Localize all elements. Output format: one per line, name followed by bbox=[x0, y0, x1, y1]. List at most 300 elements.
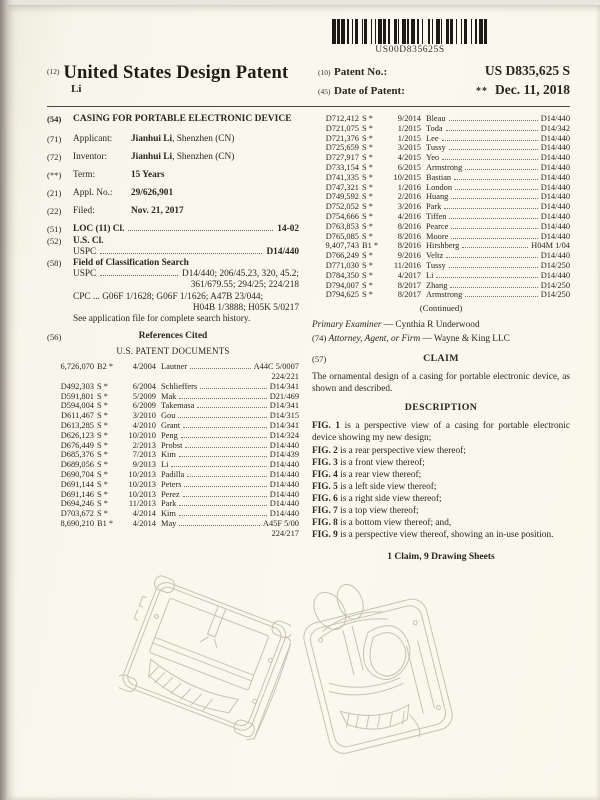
title-code: (54) bbox=[47, 114, 62, 124]
header-left bbox=[47, 63, 318, 95]
field-uspc-value: D14/440; 206/45.23, 320, 45.2; bbox=[182, 269, 299, 280]
patent-class: D14/250 bbox=[540, 290, 570, 300]
figure-description bbox=[312, 493, 570, 505]
patent-date: 4/2015 bbox=[397, 153, 421, 163]
field-search-label: Field of Classification Search bbox=[73, 258, 189, 269]
bibliographic-item bbox=[47, 206, 299, 217]
patent-class: D14/440 bbox=[540, 211, 570, 221]
patent-class: D14/440 bbox=[269, 479, 299, 489]
invention-title: CASING FOR PORTABLE ELECTRONIC DEVICE bbox=[73, 114, 292, 124]
patent-class: D14/250 bbox=[540, 280, 570, 290]
patent-row bbox=[312, 271, 570, 281]
patent-row bbox=[312, 134, 570, 144]
patent-row bbox=[312, 183, 570, 193]
patent-number: D694,246 bbox=[60, 499, 94, 509]
figure-description bbox=[312, 457, 570, 469]
patent-inventor: Schlieffers bbox=[161, 381, 198, 391]
dot-leader bbox=[449, 149, 538, 150]
patent-row bbox=[47, 362, 299, 372]
patent-row bbox=[312, 124, 570, 134]
figure-drawing-front-perspective bbox=[119, 553, 291, 798]
patent-kind: S * bbox=[362, 182, 373, 192]
figure-description bbox=[312, 529, 570, 541]
patent-inventor: Peng bbox=[161, 430, 178, 440]
patent-inventor: Kim bbox=[161, 450, 176, 460]
figure-text: is a bottom view thereof; and, bbox=[337, 518, 452, 529]
us-class-label: U.S. Cl. bbox=[73, 235, 104, 246]
patent-number: D727,917 bbox=[325, 153, 359, 163]
patent-number: D784,350 bbox=[325, 270, 359, 280]
dot-leader bbox=[446, 257, 537, 258]
loc-class-row: (51) LOC (11) Cl. 14-02 bbox=[47, 224, 299, 235]
patent-date: 3/2016 bbox=[397, 202, 421, 212]
dot-leader bbox=[436, 277, 537, 278]
patent-class: D14/440 bbox=[540, 172, 570, 182]
dot-leader bbox=[128, 230, 273, 231]
patent-page bbox=[7, 5, 600, 800]
patent-date: 3/2010 bbox=[132, 411, 156, 421]
patent-inventor: Peters bbox=[161, 479, 182, 489]
patent-number: D691,144 bbox=[60, 479, 94, 489]
item-value bbox=[131, 188, 299, 199]
patent-date: 3/2015 bbox=[397, 143, 421, 153]
claims-sheets-summary: 1 Claim, 9 Drawing Sheets bbox=[387, 552, 495, 563]
patent-class: D14/341 bbox=[269, 381, 299, 391]
figure-text: is a top view thereof; bbox=[337, 505, 419, 516]
loc-label: LOC (11) Cl. bbox=[73, 224, 125, 235]
patent-inventor: Tussy bbox=[426, 260, 446, 270]
patent-inventor: Park bbox=[426, 202, 442, 212]
continued-note: (Continued) bbox=[419, 303, 463, 314]
figure-text: is a front view thereof; bbox=[337, 457, 425, 468]
patent-kind: B1 * bbox=[362, 241, 379, 251]
patent-row bbox=[47, 470, 299, 480]
dot-leader bbox=[185, 447, 266, 448]
item-value-bold: Jianhui Li bbox=[131, 151, 173, 162]
patent-class: D21/469 bbox=[269, 391, 299, 401]
figure-label: FIG. 2 bbox=[312, 445, 338, 456]
patent-inventor: Perez bbox=[161, 489, 180, 499]
patent-inventor: Armstrong bbox=[426, 162, 463, 172]
patent-header bbox=[47, 63, 570, 101]
barcode-block bbox=[264, 19, 556, 55]
dot-leader bbox=[465, 296, 537, 297]
us-patent-documents-heading: U.S. PATENT DOCUMENTS bbox=[116, 346, 230, 357]
patent-row bbox=[47, 490, 299, 500]
dot-leader bbox=[462, 247, 528, 248]
figure-label: FIG. 9 bbox=[312, 530, 338, 541]
patent-inventor: Tussy bbox=[426, 143, 446, 153]
patent-date: 9/2014 bbox=[397, 114, 421, 123]
dot-leader bbox=[179, 456, 267, 457]
patent-inventor: Bleau bbox=[426, 114, 446, 123]
figure-text: is a perspective view of a casing for portable electronic device showing my new design; bbox=[312, 421, 571, 444]
dot-leader bbox=[171, 466, 266, 467]
patent-kind: S * bbox=[97, 489, 108, 499]
dot-leader bbox=[442, 159, 538, 160]
dot-leader bbox=[184, 486, 266, 487]
patent-inventor: Probst bbox=[161, 440, 183, 450]
patent-number: D733,154 bbox=[325, 162, 359, 172]
kind-code-number: (12) bbox=[47, 67, 60, 76]
dot-leader bbox=[179, 515, 267, 516]
patent-date: 10/2013 bbox=[128, 479, 156, 489]
patent-date: 1/2016 bbox=[397, 182, 421, 192]
patent-inventor: Veltz bbox=[426, 251, 444, 261]
patent-class: D14/440 bbox=[269, 440, 299, 450]
patent-class: A44C 5/0007 bbox=[253, 362, 299, 372]
dot-leader bbox=[187, 476, 266, 477]
patent-date: 9/2016 bbox=[397, 251, 421, 261]
cpc-row: CPC ... G06F 1/1628; G06F 1/1626; A47B 23/044; bbox=[73, 291, 264, 302]
figure-label: FIG. 3 bbox=[312, 457, 338, 468]
search-note-row: See application file for complete search history. bbox=[73, 314, 251, 325]
examiner-block bbox=[312, 319, 570, 345]
dot-leader bbox=[444, 208, 537, 209]
patent-row bbox=[47, 499, 299, 509]
dot-leader bbox=[179, 525, 260, 526]
patent-kind: S * bbox=[97, 470, 108, 480]
patent-row bbox=[312, 173, 570, 183]
item-label: Term: bbox=[73, 169, 96, 180]
inventor-surname: Li bbox=[71, 83, 82, 95]
item-value bbox=[131, 206, 299, 217]
header-divider bbox=[47, 106, 570, 107]
uspc-label: USPC bbox=[73, 246, 97, 257]
patent-kind: S * bbox=[97, 509, 108, 519]
patent-kind: S * bbox=[97, 430, 108, 440]
patent-row bbox=[47, 382, 299, 392]
date-label: Date of Patent: bbox=[334, 85, 405, 97]
patent-number: D752,052 bbox=[325, 202, 359, 212]
uspc-row bbox=[47, 247, 299, 258]
patent-kind: S * bbox=[362, 192, 373, 202]
patent-kind: S * bbox=[97, 391, 108, 401]
patent-date: 4/2016 bbox=[397, 211, 421, 221]
patent-number: D763,853 bbox=[325, 221, 359, 231]
figure-description bbox=[312, 481, 570, 493]
date-code: (45) bbox=[318, 87, 331, 96]
patent-date: 10/2015 bbox=[393, 172, 421, 182]
figure-text: is a rear perspective view thereof; bbox=[337, 445, 466, 456]
patent-kind: S * bbox=[97, 401, 108, 411]
patent-number: D594,004 bbox=[60, 401, 94, 411]
patent-kind: S * bbox=[362, 231, 373, 241]
patent-class: D14/440 bbox=[540, 133, 570, 143]
patent-no-value: US D835,625 S bbox=[484, 63, 570, 78]
item-value-rest: , Shenzhen (CN) bbox=[172, 133, 235, 144]
item-value-bold: 15 Years bbox=[131, 169, 165, 180]
patent-inventor: Tiffen bbox=[426, 211, 447, 221]
field-uspc-row: USPC D14/440; 206/45.23, 320, 45.2; bbox=[73, 269, 299, 280]
patent-row bbox=[312, 114, 570, 124]
item-value-rest: , Shenzhen (CN) bbox=[172, 151, 235, 162]
patent-number: D741,335 bbox=[325, 172, 359, 182]
patent-number: D725,659 bbox=[325, 143, 359, 153]
patent-kind: B2 * bbox=[97, 362, 114, 372]
patent-kind: S * bbox=[362, 202, 373, 212]
dot-leader bbox=[197, 407, 266, 408]
patent-inventor: Takemasa bbox=[161, 401, 195, 411]
figure-label: FIG. 8 bbox=[312, 518, 338, 529]
patent-row bbox=[47, 421, 299, 431]
patent-row bbox=[312, 202, 570, 212]
item-code: (21) bbox=[47, 188, 62, 199]
patent-number: D749,592 bbox=[325, 192, 359, 202]
patent-date-row bbox=[318, 82, 570, 98]
item-label: Appl. No.: bbox=[73, 188, 113, 199]
patent-class: D14/440 bbox=[269, 499, 299, 509]
patent-date: 7/2013 bbox=[132, 450, 156, 460]
patent-kind: S * bbox=[362, 260, 373, 270]
claim-body: The ornamental design of a casing for portable electronic device, as shown and described. bbox=[312, 372, 570, 395]
item-label: Applicant: bbox=[73, 133, 113, 144]
patent-date: 9/2013 bbox=[132, 460, 156, 470]
claim-heading: (57) CLAIM bbox=[312, 353, 459, 365]
loc-value: 14-02 bbox=[277, 224, 299, 235]
patent-class: D14/440 bbox=[540, 162, 570, 172]
patent-kind: S * bbox=[362, 290, 373, 300]
dot-leader bbox=[200, 388, 267, 389]
dot-leader bbox=[449, 267, 538, 268]
patent-kind: S * bbox=[97, 440, 108, 450]
patent-row bbox=[312, 251, 570, 261]
barcode-icon bbox=[264, 19, 556, 44]
patent-class: D14/440 bbox=[540, 202, 570, 212]
patent-inventor: Li bbox=[426, 270, 434, 280]
attorney-line: (74) Attorney, Agent, or Firm — Wayne & King LLC bbox=[312, 332, 510, 344]
page-title: United States Design Patent bbox=[63, 63, 289, 83]
dot-leader bbox=[181, 437, 267, 438]
patent-date: 8/2017 bbox=[397, 280, 421, 290]
patent-kind: S * bbox=[362, 162, 373, 172]
patent-row bbox=[47, 431, 299, 441]
bibliographic-item bbox=[47, 170, 299, 181]
dot-leader bbox=[449, 218, 537, 219]
patent-inventor: Pearce bbox=[426, 221, 449, 231]
item-code: (72) bbox=[47, 151, 62, 162]
patent-class: H04M 1/04 bbox=[531, 241, 570, 251]
patent-kind: S * bbox=[97, 460, 108, 470]
patent-inventor: Lautner bbox=[161, 362, 188, 372]
patent-number: 8,690,210 bbox=[60, 519, 94, 529]
patent-date: 1/2015 bbox=[397, 123, 421, 133]
us-class-row: (52) U.S. Cl. bbox=[47, 236, 299, 247]
patent-class: D14/342 bbox=[540, 123, 570, 133]
patent-reference-list-right bbox=[312, 114, 570, 300]
dot-leader bbox=[450, 287, 537, 288]
patent-inventor: Huang bbox=[426, 192, 449, 202]
patent-number: 9,407,743 bbox=[325, 241, 359, 251]
patent-kind: S * bbox=[97, 499, 108, 509]
patent-class: D14/440 bbox=[269, 470, 299, 480]
patent-number: D626,123 bbox=[60, 430, 94, 440]
patent-class: A45F 5/00 bbox=[262, 519, 299, 529]
patent-inventor: Grant bbox=[161, 421, 181, 431]
patent-class: D14/440 bbox=[540, 251, 570, 261]
patent-row bbox=[312, 281, 570, 291]
figure-description bbox=[312, 517, 570, 529]
patent-number: D591,801 bbox=[60, 391, 94, 401]
patent-row bbox=[47, 480, 299, 490]
bibliographic-item bbox=[47, 134, 299, 145]
patent-row-continuation bbox=[47, 529, 299, 539]
patent-kind: S * bbox=[362, 123, 373, 133]
dot-leader bbox=[442, 140, 538, 141]
patent-inventor: Armstrong bbox=[426, 290, 463, 300]
dot-leader bbox=[183, 496, 267, 497]
patent-class: D14/324 bbox=[269, 430, 299, 440]
patent-kind: S * bbox=[97, 411, 108, 421]
dot-leader bbox=[183, 427, 267, 428]
patent-number: D492,303 bbox=[60, 381, 94, 391]
dot-leader bbox=[179, 505, 266, 506]
patent-number: D794,007 bbox=[325, 280, 359, 290]
patent-date: 6/2015 bbox=[397, 162, 421, 172]
patent-class: D14/440 bbox=[540, 143, 570, 153]
invention-title-row bbox=[47, 114, 299, 126]
patent-no-label: Patent No.: bbox=[334, 66, 388, 78]
term-asterisks: ** bbox=[476, 86, 488, 97]
patent-kind: S * bbox=[362, 251, 373, 261]
item-value bbox=[131, 134, 299, 145]
patent-number: D721,075 bbox=[325, 123, 359, 133]
patent-kind: S * bbox=[362, 143, 373, 153]
patent-inventor: Hirshberg bbox=[426, 241, 460, 251]
patent-inventor: Mak bbox=[161, 391, 177, 401]
patent-date: 4/2010 bbox=[132, 421, 156, 431]
patent-kind: S * bbox=[362, 221, 373, 231]
patent-row bbox=[47, 411, 299, 421]
patent-inventor: Kim bbox=[161, 509, 176, 519]
patent-number: D611,467 bbox=[61, 411, 94, 421]
field-uspc-cont-row: 361/679.55; 294/25; 224/218 bbox=[190, 280, 299, 291]
patent-date: 1/2015 bbox=[397, 133, 421, 143]
patent-row bbox=[47, 460, 299, 470]
dot-leader bbox=[451, 228, 537, 229]
dot-leader bbox=[449, 120, 538, 121]
figure-text: is a rear view thereof; bbox=[337, 469, 422, 480]
dot-leader bbox=[179, 398, 266, 399]
patent-row bbox=[312, 143, 570, 153]
patent-reference-list-left bbox=[47, 362, 299, 538]
patent-number: D721,376 bbox=[325, 133, 359, 143]
patent-row bbox=[312, 192, 570, 202]
patent-row bbox=[312, 290, 570, 300]
patent-number: D712,412 bbox=[325, 114, 359, 123]
patent-number: D691,146 bbox=[60, 489, 94, 499]
figure-drawing-rear-perspective bbox=[295, 561, 463, 791]
patent-class: D14/440 bbox=[540, 270, 570, 280]
header-right bbox=[318, 63, 570, 101]
patent-kind: S * bbox=[362, 133, 373, 143]
patent-inventor: Yeo bbox=[426, 153, 440, 163]
patent-date: 5/2009 bbox=[132, 391, 156, 401]
patent-inventor: Toda bbox=[426, 123, 443, 133]
patent-class: D14/341 bbox=[269, 421, 299, 431]
item-label: Inventor: bbox=[73, 151, 108, 162]
patent-kind: B1 * bbox=[97, 519, 114, 529]
patent-inventor: Padilla bbox=[161, 470, 185, 480]
patent-date: 4/2017 bbox=[397, 270, 421, 280]
patent-inventor: Li bbox=[161, 460, 169, 470]
bibliographic-item bbox=[47, 188, 299, 199]
bibliographic-item bbox=[47, 152, 299, 163]
dot-leader bbox=[190, 368, 251, 369]
patent-date: 11/2013 bbox=[128, 499, 156, 509]
patent-inventor: London bbox=[426, 182, 453, 192]
item-label: Filed: bbox=[73, 206, 95, 217]
dot-leader bbox=[451, 198, 537, 199]
patent-class: D14/341 bbox=[269, 401, 299, 411]
patent-date: 10/2010 bbox=[128, 430, 156, 440]
figure-description bbox=[312, 469, 570, 481]
patent-date: 6/2004 bbox=[132, 381, 156, 391]
patent-row bbox=[47, 519, 299, 529]
patent-row bbox=[312, 241, 570, 251]
patent-number: D747,321 bbox=[325, 182, 359, 192]
dot-leader bbox=[454, 179, 538, 180]
figure-description bbox=[312, 445, 570, 457]
dot-leader bbox=[455, 189, 538, 190]
patent-class: D14/440 bbox=[540, 192, 570, 202]
patent-number-row bbox=[318, 63, 570, 79]
patent-class: D14/440 bbox=[540, 153, 570, 163]
cpc-cont-row: H04B 1/3888; H05K 5/0217 bbox=[192, 302, 299, 313]
item-value-bold: Jianhui Li bbox=[131, 133, 173, 144]
patent-kind: S * bbox=[97, 421, 108, 431]
patent-date: 8/2016 bbox=[397, 241, 421, 251]
item-value-bold: 29/626,901 bbox=[131, 188, 174, 199]
patent-date: 8/2016 bbox=[397, 221, 421, 231]
patent-number: D685,376 bbox=[60, 450, 94, 460]
patent-number: 6,726,070 bbox=[60, 362, 94, 372]
patent-number: D690,704 bbox=[60, 470, 94, 480]
patent-row bbox=[47, 441, 299, 451]
patent-number: D766,249 bbox=[325, 251, 359, 261]
patent-row bbox=[47, 509, 299, 519]
patent-inventor: Zhang bbox=[426, 280, 448, 290]
primary-examiner-line: Primary Examiner — Cynthia R Underwood bbox=[312, 320, 480, 331]
figure-label: FIG. 1 bbox=[312, 421, 341, 432]
patent-number: D676,449 bbox=[60, 440, 94, 450]
patent-date: 4/2014 bbox=[132, 509, 156, 519]
patent-number: D754,666 bbox=[325, 211, 359, 221]
figure-label: FIG. 7 bbox=[312, 505, 338, 516]
patent-date: 6/2009 bbox=[132, 401, 156, 411]
left-column bbox=[47, 114, 299, 562]
patent-date: 2/2016 bbox=[397, 192, 421, 202]
patent-no-code: (10) bbox=[318, 68, 331, 77]
figure-label: FIG. 5 bbox=[312, 481, 338, 492]
figure-label: FIG. 4 bbox=[312, 469, 338, 480]
patent-number: D771,030 bbox=[325, 260, 359, 270]
patent-inventor: Moore bbox=[426, 231, 449, 241]
patent-class: D14/440 bbox=[540, 182, 570, 192]
patent-inventor: May bbox=[161, 519, 177, 529]
patent-row bbox=[312, 163, 570, 173]
patent-kind: S * bbox=[97, 479, 108, 489]
patent-kind: S * bbox=[362, 211, 373, 221]
patent-class: D14/439 bbox=[269, 450, 299, 460]
patent-date: 8/2016 bbox=[397, 231, 421, 241]
patent-row bbox=[47, 392, 299, 402]
patent-date: 11/2016 bbox=[393, 260, 421, 270]
patent-kind: S * bbox=[362, 114, 373, 123]
item-value-bold: Nov. 21, 2017 bbox=[131, 206, 184, 217]
references-cited-heading: (56) References Cited bbox=[47, 331, 208, 343]
figure-text: is a left side view thereof; bbox=[337, 481, 437, 492]
